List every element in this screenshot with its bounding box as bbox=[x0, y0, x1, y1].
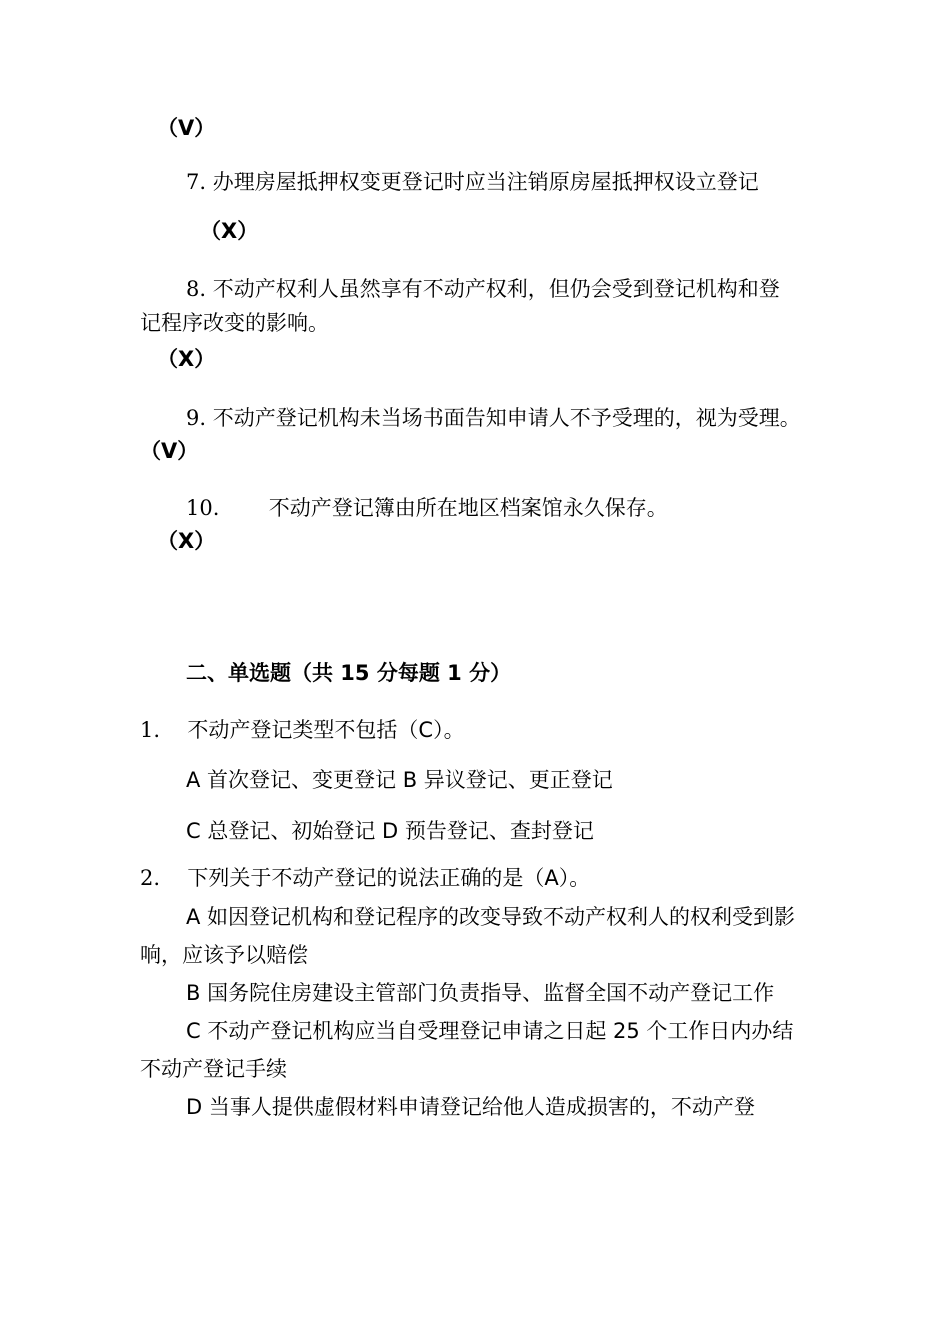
answer-mark: （X） bbox=[157, 529, 216, 553]
section-heading: 二、单选题（共 15 分每题 1 分） bbox=[186, 661, 512, 685]
question-2 bbox=[140, 864, 590, 892]
question-text-continuation: 记程序改变的影响。 bbox=[140, 311, 329, 335]
question-number: 10. bbox=[186, 496, 220, 520]
question-10 bbox=[186, 494, 668, 522]
question-number: 1. bbox=[140, 718, 161, 742]
answer-mark: （X） bbox=[157, 347, 216, 371]
option-line-ab: A 首次登记、变更登记 B 异议登记、更正登记 bbox=[186, 768, 613, 792]
option-d: D 当事人提供虚假材料申请登记给他人造成损害的，不动产登 bbox=[186, 1095, 755, 1119]
question-text: 办理房屋抵押权变更登记时应当注销原房屋抵押权设立登记 bbox=[212, 170, 759, 194]
option-line-cd: C 总登记、初始登记 D 预告登记、查封登记 bbox=[186, 819, 594, 843]
question-text: 不动产登记类型不包括（C）。 bbox=[187, 718, 465, 742]
question-8 bbox=[186, 275, 780, 303]
option-a: A 如因登记机构和登记程序的改变导致不动产权利人的权利受到影 bbox=[186, 905, 796, 929]
answer-mark: （X） bbox=[200, 219, 259, 243]
question-number: 8. bbox=[186, 277, 207, 301]
answer-mark: （V） bbox=[157, 116, 216, 140]
question-number: 7. bbox=[186, 170, 207, 194]
option-c: C 不动产登记机构应当自受理登记申请之日起 25 个工作日内办结 bbox=[186, 1019, 794, 1043]
question-9 bbox=[186, 404, 801, 432]
question-text: 不动产登记簿由所在地区档案馆永久保存。 bbox=[268, 496, 668, 520]
question-text: 不动产登记机构未当场书面告知申请人不予受理的，视为受理。 bbox=[212, 406, 801, 430]
answer-mark: （V） bbox=[140, 439, 199, 463]
question-1 bbox=[140, 716, 465, 744]
question-text: 下列关于不动产登记的说法正确的是（A）。 bbox=[187, 866, 591, 890]
option-b: B 国务院住房建设主管部门负责指导、监督全国不动产登记工作 bbox=[186, 981, 775, 1005]
question-number: 9. bbox=[186, 406, 207, 430]
question-7 bbox=[186, 168, 759, 196]
option-c-continuation: 不动产登记手续 bbox=[140, 1057, 287, 1081]
question-text: 不动产权利人虽然享有不动产权利，但仍会受到登记机构和登 bbox=[212, 277, 780, 301]
option-a-continuation: 响，应该予以赔偿 bbox=[140, 943, 308, 967]
question-number: 2. bbox=[140, 866, 161, 890]
